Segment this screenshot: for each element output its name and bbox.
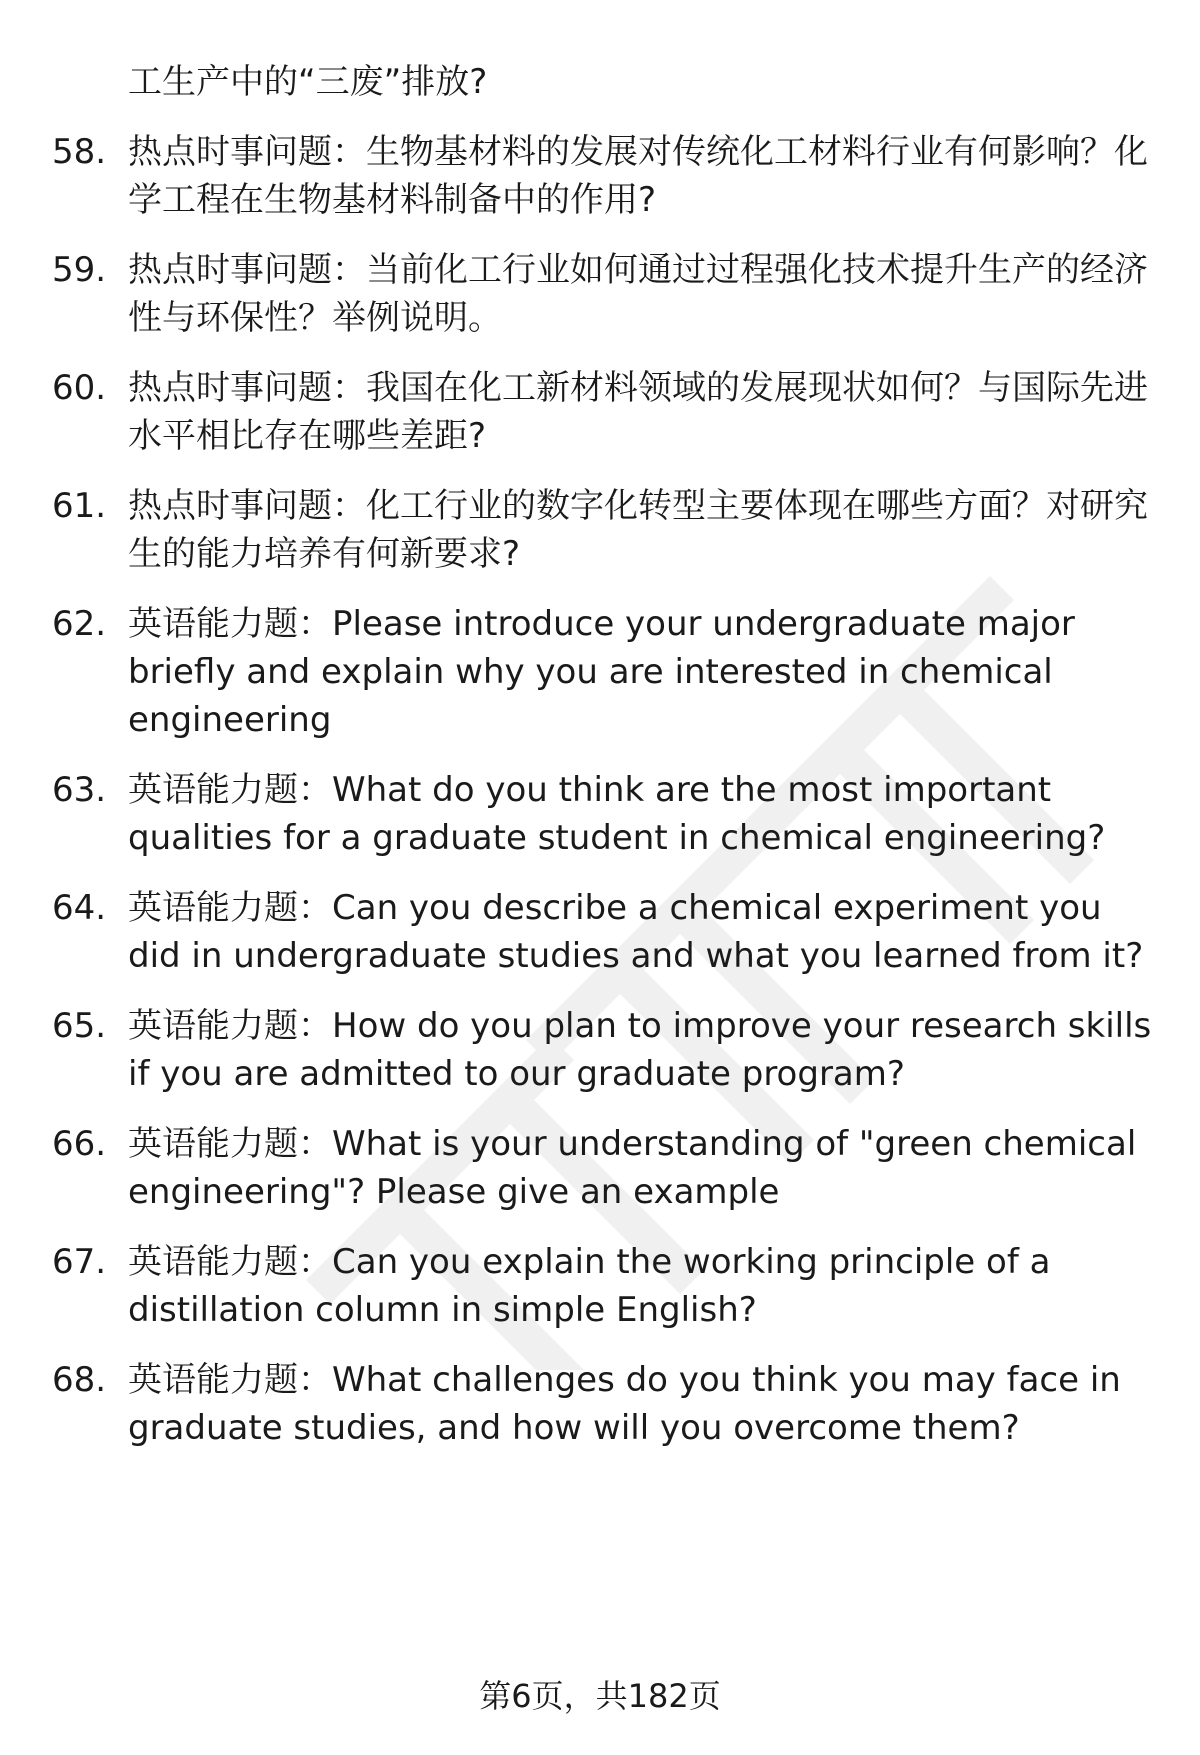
question-number: 62. — [52, 604, 107, 644]
question-text: 英语能力题：What challenges do you think you may face in graduate studies, and how will you overcome them? — [128, 1360, 1121, 1448]
question-number: 68. — [52, 1360, 107, 1400]
question-number: 59. — [52, 250, 107, 290]
question-text: 英语能力题：Please introduce your undergraduate major briefly and explain why you are interested in chemical engineering — [128, 604, 1075, 740]
question-number: 64. — [52, 888, 107, 928]
question-text: 热点时事问题：我国在化工新材料领域的发展现状如何？与国际先进水平相比存在哪些差距? — [128, 368, 1148, 456]
question-number: 61. — [52, 486, 107, 526]
question-number: 58. — [52, 132, 107, 172]
question-text: 英语能力题：What is your understanding of "green chemical engineering"? Please give an example — [128, 1124, 1137, 1212]
continuation-text: 工生产中的“三废”排放? — [128, 62, 488, 102]
question-text: 热点时事问题：化工行业的数字化转型主要体现在哪些方面？对研究生的能力培养有何新要求? — [128, 486, 1148, 574]
question-number: 66. — [52, 1124, 107, 1164]
question-text: 英语能力题：Can you explain the working principle of a distillation column in simple English? — [128, 1242, 1051, 1330]
question-number: 65. — [52, 1006, 107, 1046]
question-number: 63. — [52, 770, 107, 810]
question-text: 热点时事问题：生物基材料的发展对传统化工材料行业有何影响？化学工程在生物基材料制备中的作用? — [128, 132, 1148, 220]
page-footer: 第6页，共182页 — [479, 1677, 721, 1715]
question-number: 60. — [52, 368, 107, 408]
question-text: 英语能力题：Can you describe a chemical experiment you did in undergraduate studies and what you learned from it? — [128, 888, 1144, 976]
question-text: 英语能力题：What do you think are the most important qualities for a graduate student in chemical engineering? — [128, 770, 1106, 858]
question-text: 热点时事问题：当前化工行业如何通过过程强化技术提升生产的经济性与环保性？举例说明。 — [128, 250, 1148, 338]
question-number: 67. — [52, 1242, 107, 1282]
question-text: 英语能力题：How do you plan to improve your research skills if you are admitted to our graduate program? — [128, 1006, 1152, 1094]
